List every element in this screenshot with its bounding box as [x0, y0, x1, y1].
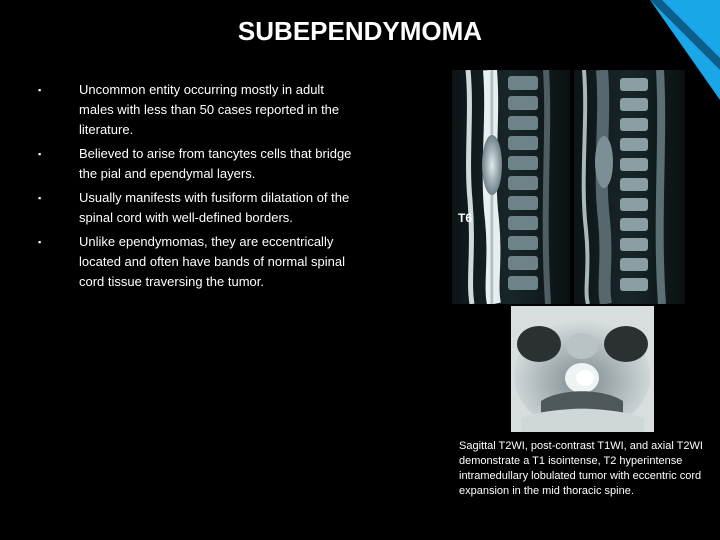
slide-title: SUBEPENDYMOMA	[237, 16, 483, 46]
image-caption: Sagittal T2WI, post-contrast T1WI, and axial T2WI demonstrate a T1 isointense, T2 hyperintense intramedullary lobulated tumor with eccentric cord expansion in the mid thoracic spine.	[459, 440, 703, 497]
mri-axial-image	[511, 306, 654, 432]
bullet-icon: ▪	[38, 237, 42, 247]
bullet-item	[38, 80, 358, 140]
bullet-text: Uncommon entity occurring mostly in adult males with less than 50 cases reported in the literature.	[79, 82, 340, 137]
image-label-t6: T6	[458, 211, 473, 225]
bullet-item	[38, 188, 358, 228]
bullet-text: Usually manifests with fusiform dilatation of the spinal cord with well-defined borders.	[79, 190, 350, 225]
bullet-item	[38, 144, 358, 184]
bullet-list	[38, 80, 358, 296]
bullet-icon: ▪	[38, 149, 42, 159]
bullet-icon: ▪	[38, 193, 42, 203]
bullet-item	[38, 232, 358, 292]
mri-sagittal-image	[450, 70, 687, 304]
bullet-text: Believed to arise from tancytes cells that bridge the pial and ependymal layers.	[79, 146, 352, 181]
bullet-icon: ▪	[38, 85, 42, 95]
bullet-text: Unlike ependymomas, they are eccentrically located and often have bands of normal spinal cord tissue traversing the tumor.	[79, 234, 345, 289]
